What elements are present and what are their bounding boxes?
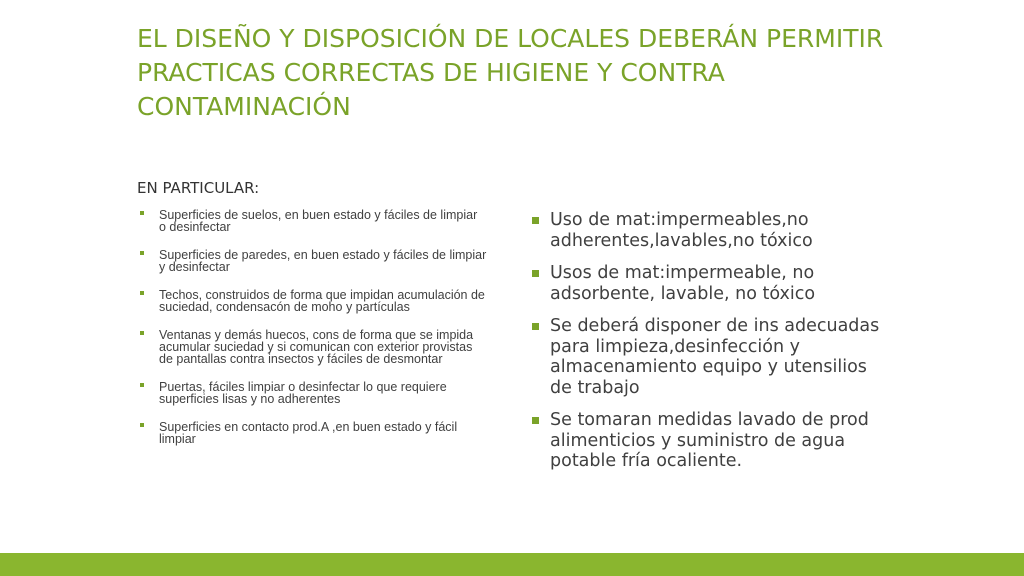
list-item-text: Superficies de paredes, en buen estado y fáciles de limpiar y desinfectar: [159, 248, 487, 274]
slide-title: EL DISEÑO Y DISPOSICIÓN DE LOCALES DEBERÁN PERMITIR PRACTICAS CORRECTAS DE HIGIENE Y CONTRA CONTAMINACIÓN: [137, 24, 884, 121]
list-item: [137, 249, 487, 273]
square-bullet-icon: [140, 251, 144, 255]
list-item-text: Superficies de suelos, en buen estado y fáciles de limpiar o desinfectar: [159, 208, 478, 234]
list-item-text: Puertas, fáciles limpiar o desinfectar lo que requiere superficies lisas y no adherentes: [159, 380, 447, 406]
square-bullet-icon: [532, 270, 539, 277]
list-item-text: Se deberá disponer de ins adecuadas para limpieza,desinfección y almacenamiento equipo y utensilios de trabajo: [550, 316, 880, 398]
square-bullet-icon: [140, 331, 144, 335]
left-bullet-list: [137, 209, 487, 461]
list-item: [530, 316, 890, 398]
square-bullet-icon: [140, 211, 144, 215]
square-bullet-icon: [140, 383, 144, 387]
list-item: [137, 381, 487, 405]
list-item: [137, 421, 487, 445]
list-item-text: Techos, construidos de forma que impidan acumulación de suciedad, condensacón de moho y partículas: [159, 288, 485, 314]
slide-subtitle: EN PARTICULAR:: [137, 179, 260, 197]
list-item: [137, 329, 487, 365]
list-item: [530, 210, 890, 251]
list-item: [530, 263, 890, 304]
square-bullet-icon: [532, 417, 539, 424]
list-item-text: Ventanas y demás huecos, cons de forma que se impida acumular suciedad y si comunican con exterior provistas de pantallas contra insectos y fáciles de desmontar: [159, 328, 474, 366]
square-bullet-icon: [532, 217, 539, 224]
list-item: [137, 289, 487, 313]
square-bullet-icon: [140, 423, 144, 427]
list-item: [530, 410, 890, 472]
list-item-text: Se tomaran medidas lavado de prod alimenticios y suministro de agua potable fría ocaliente.: [550, 410, 869, 471]
right-bullet-list: [530, 210, 890, 484]
square-bullet-icon: [532, 323, 539, 330]
square-bullet-icon: [140, 291, 144, 295]
footer-bar: [0, 553, 1024, 576]
list-item-text: Uso de mat:impermeables,no adherentes,lavables,no tóxico: [550, 210, 813, 251]
list-item-text: Usos de mat:impermeable, no adsorbente, lavable, no tóxico: [550, 263, 816, 304]
list-item-text: Superficies en contacto prod.A ,en buen estado y fácil limpiar: [159, 420, 458, 446]
list-item: [137, 209, 487, 233]
